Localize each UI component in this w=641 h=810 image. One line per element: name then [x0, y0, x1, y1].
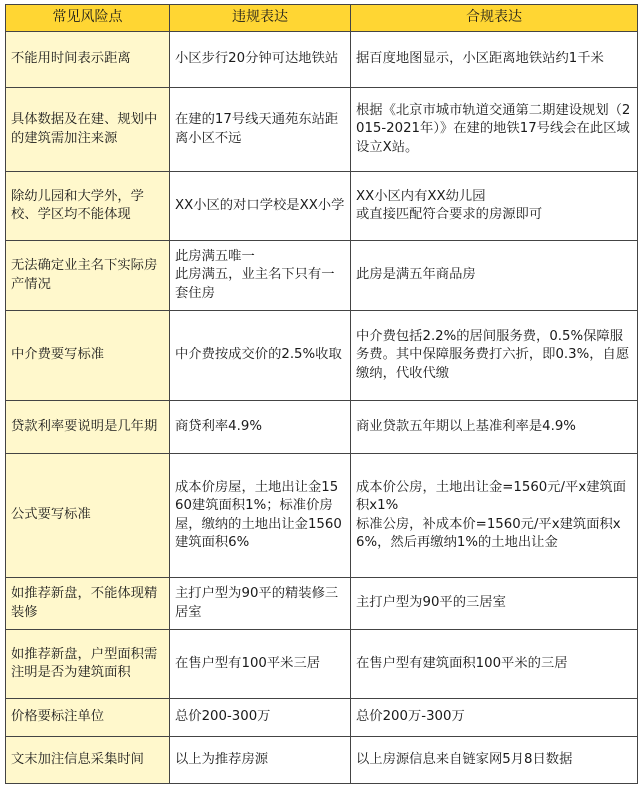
compliant-cell: 以上房源信息来自链家网5月8日数据	[351, 737, 638, 784]
table-row	[6, 241, 638, 311]
risk-point-cell: 具体数据及在建、规划中的建筑需加注来源	[6, 88, 170, 172]
violation-cell: 在建的17号线天通苑东站距离小区不远	[170, 88, 351, 172]
violation-cell: 成本价房屋，土地出让金1560建筑面积1%；标准价房屋，缴纳的土地出让金1560建筑面积6%	[170, 454, 351, 578]
compliance-table	[5, 4, 638, 784]
risk-point-cell: 贷款利率要说明是几年期	[6, 401, 170, 454]
table-header	[6, 5, 638, 32]
violation-cell: 总价200-300万	[170, 699, 351, 737]
header-violation-expression: 违规表达	[170, 5, 351, 32]
risk-point-cell: 如推荐新盘，不能体现精装修	[6, 578, 170, 630]
risk-point-cell: 不能用时间表示距离	[6, 32, 170, 88]
table-row	[6, 88, 638, 172]
table-row	[6, 630, 638, 699]
risk-point-cell: 除幼儿园和大学外，学校、学区均不能体现	[6, 172, 170, 241]
compliant-cell: 根据《北京市城市轨道交通第二期建设规划（2015-2021年）》在建的地铁17号线会在此区域设立X站。	[351, 88, 638, 172]
compliant-cell: 在售户型有建筑面积100平米的三居	[351, 630, 638, 699]
table-row	[6, 737, 638, 784]
violation-cell: 商贷利率4.9%	[170, 401, 351, 454]
risk-point-cell: 价格要标注单位	[6, 699, 170, 737]
table-row	[6, 699, 638, 737]
table-body	[6, 32, 638, 784]
risk-point-cell: 公式要写标准	[6, 454, 170, 578]
table-row	[6, 172, 638, 241]
header-risk-point: 常见风险点	[6, 5, 170, 32]
compliant-cell: XX小区内有XX幼儿园 或直接匹配符合要求的房源即可	[351, 172, 638, 241]
compliant-cell: 商业贷款五年期以上基准利率是4.9%	[351, 401, 638, 454]
compliant-cell: 总价200万-300万	[351, 699, 638, 737]
violation-cell: XX小区的对口学校是XX小学	[170, 172, 351, 241]
compliant-cell: 此房是满五年商品房	[351, 241, 638, 311]
risk-point-cell: 如推荐新盘，户型面积需注明是否为建筑面积	[6, 630, 170, 699]
violation-cell: 主打户型为90平的精装修三居室	[170, 578, 351, 630]
violation-cell: 此房满五唯一 此房满五，业主名下只有一套住房	[170, 241, 351, 311]
table-row	[6, 578, 638, 630]
risk-point-cell: 文末加注信息采集时间	[6, 737, 170, 784]
table-row	[6, 401, 638, 454]
violation-cell: 小区步行20分钟可达地铁站	[170, 32, 351, 88]
violation-cell: 以上为推荐房源	[170, 737, 351, 784]
compliant-cell: 中介费包括2.2%的居间服务费，0.5%保障服务费。其中保障服务费打六折，即0.3%，自愿缴纳，代收代缴	[351, 311, 638, 401]
table-row	[6, 32, 638, 88]
header-row	[6, 5, 638, 32]
risk-point-cell: 中介费要写标准	[6, 311, 170, 401]
compliant-cell: 主打户型为90平的三居室	[351, 578, 638, 630]
compliant-cell: 成本价公房，土地出让金=1560元/平x建筑面积x1% 标准公房，补成本价=1560元/平x建筑面积x6%，然后再缴纳1%的土地出让金	[351, 454, 638, 578]
risk-point-cell: 无法确定业主名下实际房产情况	[6, 241, 170, 311]
table-row	[6, 311, 638, 401]
violation-cell: 中介费按成交价的2.5%收取	[170, 311, 351, 401]
table-row	[6, 454, 638, 578]
compliant-cell: 据百度地图显示，小区距离地铁站约1千米	[351, 32, 638, 88]
violation-cell: 在售户型有100平米三居	[170, 630, 351, 699]
header-compliant-expression: 合规表达	[351, 5, 638, 32]
